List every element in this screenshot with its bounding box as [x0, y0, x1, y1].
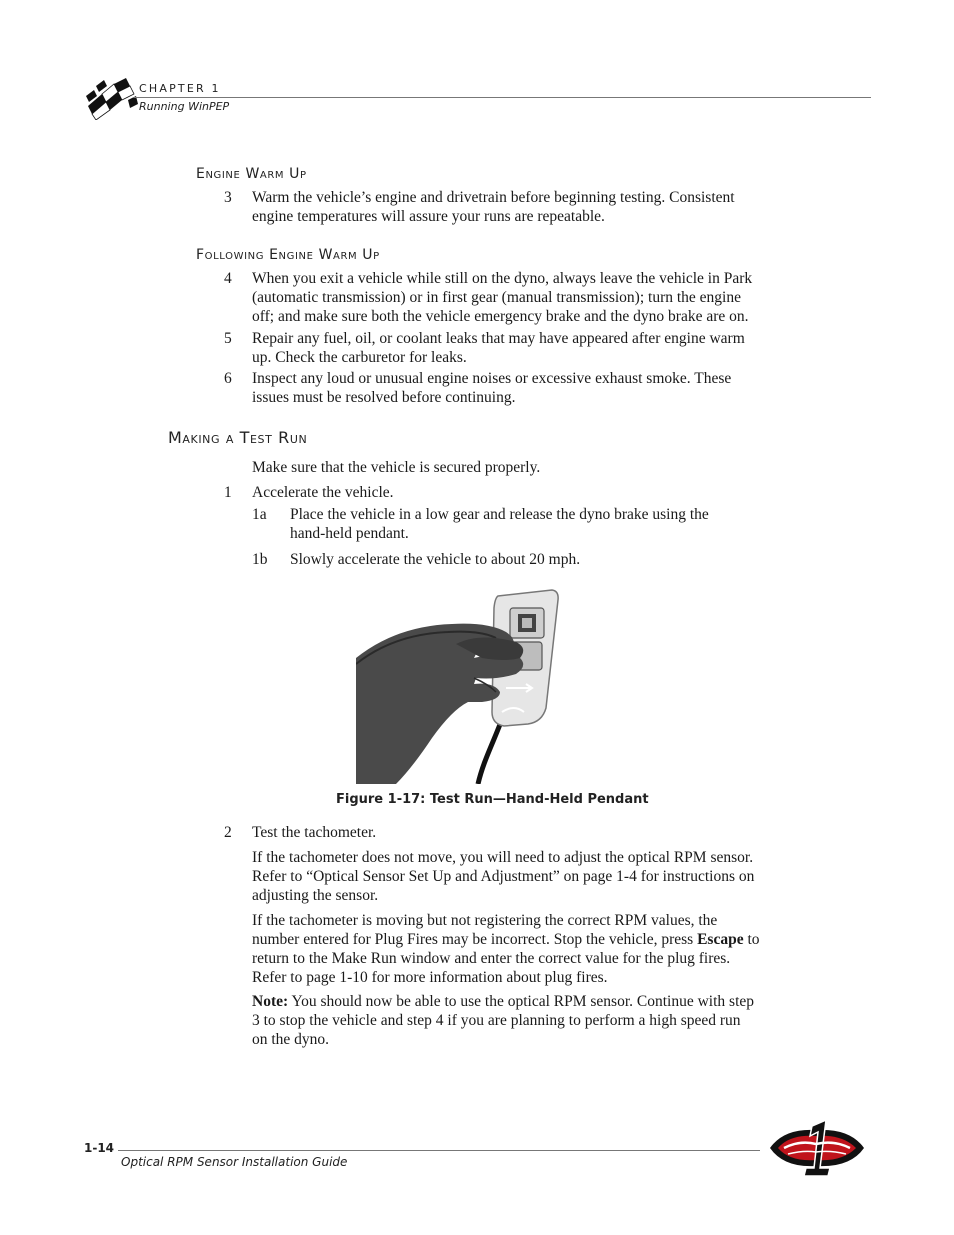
text-line: return to the Make Run window and enter the correct value for the plug fires.: [252, 950, 731, 967]
text-line: 3 to stop the vehicle and step 4 if you are planning to perform a high speed run: [252, 1012, 741, 1029]
step-number: 5: [224, 330, 232, 347]
text-line: Refer to “Optical Sensor Set Up and Adjustment” on page 1-4 for instructions on: [252, 868, 755, 885]
intro-text: Make sure that the vehicle is secured properly.: [252, 459, 541, 476]
text-line: engine temperatures will assure your runs are repeatable.: [252, 208, 605, 225]
step-number: 3: [224, 189, 232, 206]
text-line: (automatic transmission) or in first gear (manual transmission); turn the engine: [252, 289, 741, 306]
page-number: 1-14: [84, 1141, 115, 1155]
text-line: [252, 992, 754, 1011]
text-span: number entered for Plug Fires may be incorrect. Stop the vehicle, press: [252, 931, 698, 948]
text-line: Inspect any loud or unusual engine noises or excessive exhaust smoke. These: [252, 370, 732, 387]
footer-title: Optical RPM Sensor Installation Guide: [121, 1155, 348, 1169]
step-number: 6: [224, 370, 232, 387]
text-line: If the tachometer is moving but not registering the correct RPM values, the: [252, 912, 718, 929]
pendant-photo: [356, 588, 560, 784]
text-line: Refer to page 1-10 for more information about plug fires.: [252, 969, 608, 986]
step-number: 4: [224, 270, 232, 287]
text-line: issues must be resolved before continuing.: [252, 389, 516, 406]
text-span: You should now be able to use the optical RPM sensor. Continue with step: [288, 993, 755, 1010]
section-heading-making-test-run: Making a Test Run: [168, 428, 308, 447]
substep-number: 1b: [252, 551, 268, 568]
paragraph-tach-incorrect: [252, 911, 760, 987]
footer-rule: [118, 1150, 760, 1151]
figure-caption: Figure 1-17: Test Run—Hand-Held Pendant: [336, 792, 649, 807]
dynojet-logo: [764, 1118, 868, 1180]
step-text-1: Accelerate the vehicle.: [252, 484, 394, 501]
step-text-6: [252, 369, 731, 407]
text-line: [252, 930, 760, 949]
escape-key-label: Escape: [697, 931, 744, 948]
text-line: Repair any fuel, oil, or coolant leaks that may have appeared after engine warm: [252, 330, 745, 347]
step-number: 2: [224, 824, 232, 841]
text-line: Warm the vehicle’s engine and drivetrain before beginning testing. Consistent: [252, 189, 735, 206]
checkered-flag-icon: [84, 76, 140, 120]
text-line: When you exit a vehicle while still on the dyno, always leave the vehicle in Park: [252, 270, 753, 287]
paragraph-tach-not-moving: [252, 848, 754, 905]
chapter-subtitle: Running WinPEP: [139, 100, 230, 113]
section-heading-engine-warm-up: Engine Warm Up: [196, 166, 307, 182]
note-label: Note:: [252, 993, 289, 1010]
text-span: to: [743, 931, 760, 948]
text-line: Place the vehicle in a low gear and release the dyno brake using the: [290, 506, 709, 523]
substep-text-1b: Slowly accelerate the vehicle to about 20 mph.: [290, 551, 581, 568]
substep-text-1a: [290, 505, 709, 543]
text-line: up. Check the carburetor for leaks.: [252, 349, 467, 366]
text-line: hand-held pendant.: [290, 525, 409, 542]
header-rule: [133, 97, 871, 98]
step-number: 1: [224, 484, 232, 501]
text-line: on the dyno.: [252, 1031, 330, 1048]
section-heading-following-warm-up: Following Engine Warm Up: [196, 247, 380, 263]
text-line: If the tachometer does not move, you will need to adjust the optical RPM sensor.: [252, 849, 754, 866]
step-text-3: [252, 188, 735, 226]
text-line: adjusting the sensor.: [252, 887, 379, 904]
step-text-5: [252, 329, 745, 367]
substep-number: 1a: [252, 506, 267, 523]
chapter-label: CHAPTER 1: [139, 82, 221, 95]
note-paragraph: [252, 992, 754, 1049]
step-text-2: Test the tachometer.: [252, 824, 377, 841]
text-line: off; and make sure both the vehicle emergency brake and the dyno brake are on.: [252, 308, 749, 325]
step-text-4: [252, 269, 752, 326]
